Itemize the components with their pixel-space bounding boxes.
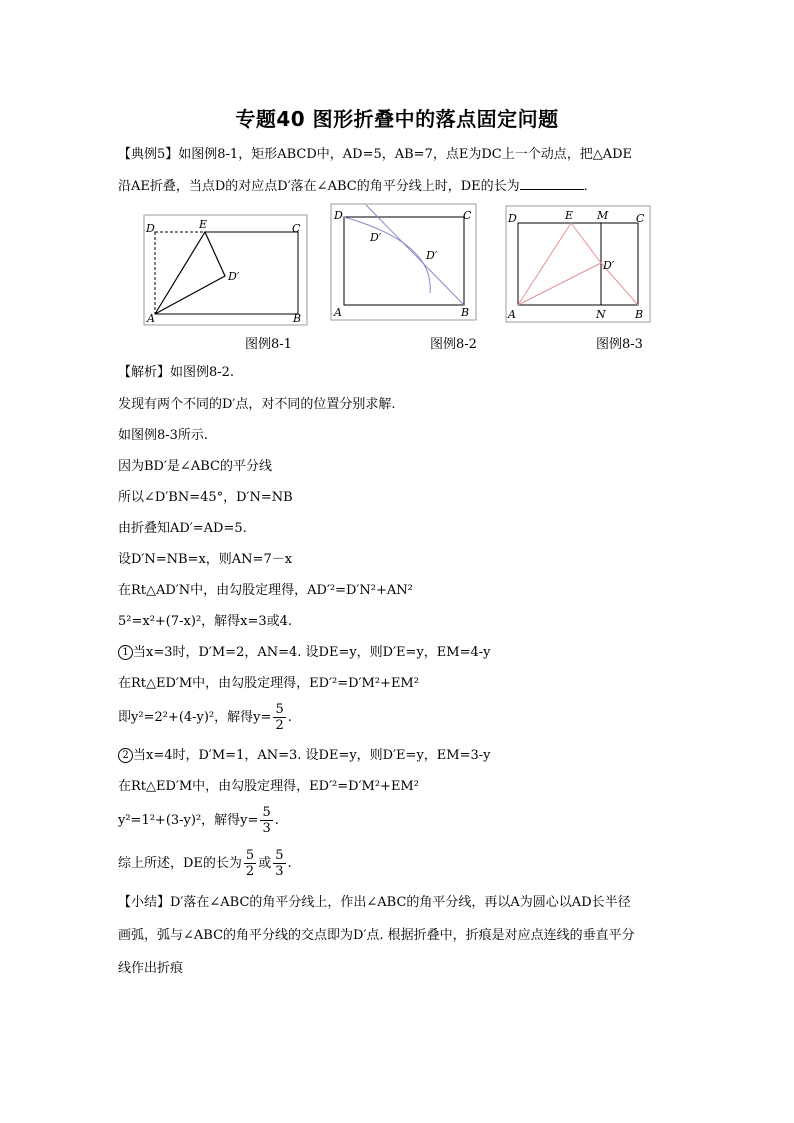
label-dprime-1: D′ — [370, 231, 382, 244]
solution-line-12: 即y²=2²+(4-y)²，解得y= $\frac{5}{2}$ . — [118, 702, 292, 733]
case-2-text: 当x=4时，D′M=1，AN=3. 设DE=y，则D′E=y，EM=3-y — [133, 748, 491, 763]
label-b: B — [635, 308, 644, 321]
fraction-answer-1: $\frac{5}{2}$ — [245, 848, 255, 879]
folded-triangle — [155, 232, 225, 314]
label-b: B — [461, 306, 470, 319]
answer-blank — [520, 177, 584, 190]
solution-line-10 — [118, 644, 491, 662]
solution-line-7: 设D′N=NB=x，则AN=7－x — [118, 552, 293, 567]
label-c: C — [636, 212, 645, 225]
solution-line-2: 发现有两个不同的D′点，对不同的位置分别求解. — [118, 397, 396, 412]
label-a: A — [508, 308, 516, 321]
solution-line-15: y²=1²+(3-y)²，解得y= $\frac{5}{3}$ . — [118, 805, 279, 836]
label-c: C — [463, 209, 472, 222]
fraction-answer-2: $\frac{5}{3}$ — [275, 848, 284, 879]
solution-line-15-text: y²=1²+(3-y)²，解得y= — [118, 813, 259, 828]
caption-8-2: 图例8-2 — [430, 337, 477, 352]
figure-border — [331, 204, 476, 320]
solution-line-12-text: 即y²=2²+(4-y)²，解得y= — [118, 710, 272, 725]
label-b: B — [293, 312, 302, 325]
problem-line-1: 【典例5】如图例8-1，矩形ABCD中，AD=5，AB=7，点E为DC上一个动点，把△ADE — [118, 147, 632, 162]
arc-ad — [344, 217, 430, 293]
line-adprime — [518, 263, 601, 305]
rectangle-abcd — [344, 217, 464, 305]
fraction-5-3: $\frac{5}{3}$ — [262, 805, 271, 836]
figure-8-3 — [505, 205, 651, 323]
solution-line-1: 【解析】如图例8-2. — [118, 365, 235, 380]
problem-line-2-end: ． — [583, 179, 597, 194]
solution-line-13 — [118, 747, 491, 765]
solution-line-11: 在Rt△ED′M中，由勾股定理得，ED′²=D′M²+EM² — [118, 676, 419, 691]
problem-line-2 — [118, 177, 597, 196]
label-e: E — [565, 209, 574, 222]
label-m: M — [597, 209, 609, 222]
solution-line-14: 在Rt△ED′M中，由勾股定理得，ED′²=D′M²+EM² — [118, 779, 419, 794]
figure-8-2 — [330, 203, 477, 321]
solution-line-8: 在Rt△AD′N中，由勾股定理得，AD′²=D′N²+AN² — [118, 583, 413, 598]
solution-line-16-text: 综上所述，DE的长为 — [118, 856, 242, 871]
solution-line-9: 5²=x²+(7-x)²，解得x=3或4. — [118, 614, 293, 629]
case-1-marker: 1 — [118, 645, 133, 660]
caption-8-1: 图例8-1 — [245, 337, 292, 352]
solution-line-5: 所以∠D′BN=45°，D′N=NB — [118, 490, 293, 505]
solution-line-16: 综上所述，DE的长为 $\frac{5}{2}$ 或 $\frac{5}{3}$ . — [118, 848, 292, 879]
angle-bisector-line — [366, 205, 464, 305]
solution-line-6: 由折叠知AD′=AD=5. — [118, 521, 247, 536]
rectangle-abcd — [518, 223, 638, 305]
summary-line-2: 画弧，弧与∠ABC的角平分线的交点即为D′点. 根据折叠中，折痕是对应点连线的垂直平分 — [118, 928, 635, 943]
label-c: C — [292, 222, 301, 235]
label-d: D — [508, 212, 517, 225]
label-dprime: D′ — [603, 259, 615, 272]
case-2-marker: 2 — [118, 748, 133, 763]
case-1-text: 当x=3时，D′M=2，AN=4. 设DE=y，则D′E=y，EM=4-y — [133, 645, 491, 660]
label-e: E — [199, 218, 208, 231]
problem-line-2-text: 沿AE折叠，当点D的对应点D′落在∠ABC的角平分线上时，DE的长为 — [118, 179, 520, 194]
summary-line-3: 线作出折痕 — [118, 961, 184, 976]
label-n: N — [596, 308, 606, 321]
fraction-5-2: $\frac{5}{2}$ — [275, 702, 284, 733]
line-edprime — [571, 223, 601, 263]
figure-8-1 — [143, 214, 308, 326]
solution-line-4: 因为BD′是∠ABC的平分线 — [118, 459, 272, 474]
label-dprime: D′ — [228, 270, 240, 283]
summary-line-1: 【小结】D′落在∠ABC的角平分线上，作出∠ABC的角平分线，再以A为圆心以AD长半径 — [118, 895, 631, 910]
caption-8-3: 图例8-3 — [596, 337, 643, 352]
label-d: D — [146, 222, 155, 235]
label-d: D — [334, 209, 343, 222]
label-a: A — [147, 312, 155, 325]
label-dprime-2: D′ — [426, 249, 438, 262]
solution-line-3: 如图例8-3所示. — [118, 428, 209, 443]
page-title: 专题40 图形折叠中的落点固定问题 — [235, 107, 559, 131]
label-a: A — [334, 306, 342, 319]
line-ae — [518, 223, 571, 305]
